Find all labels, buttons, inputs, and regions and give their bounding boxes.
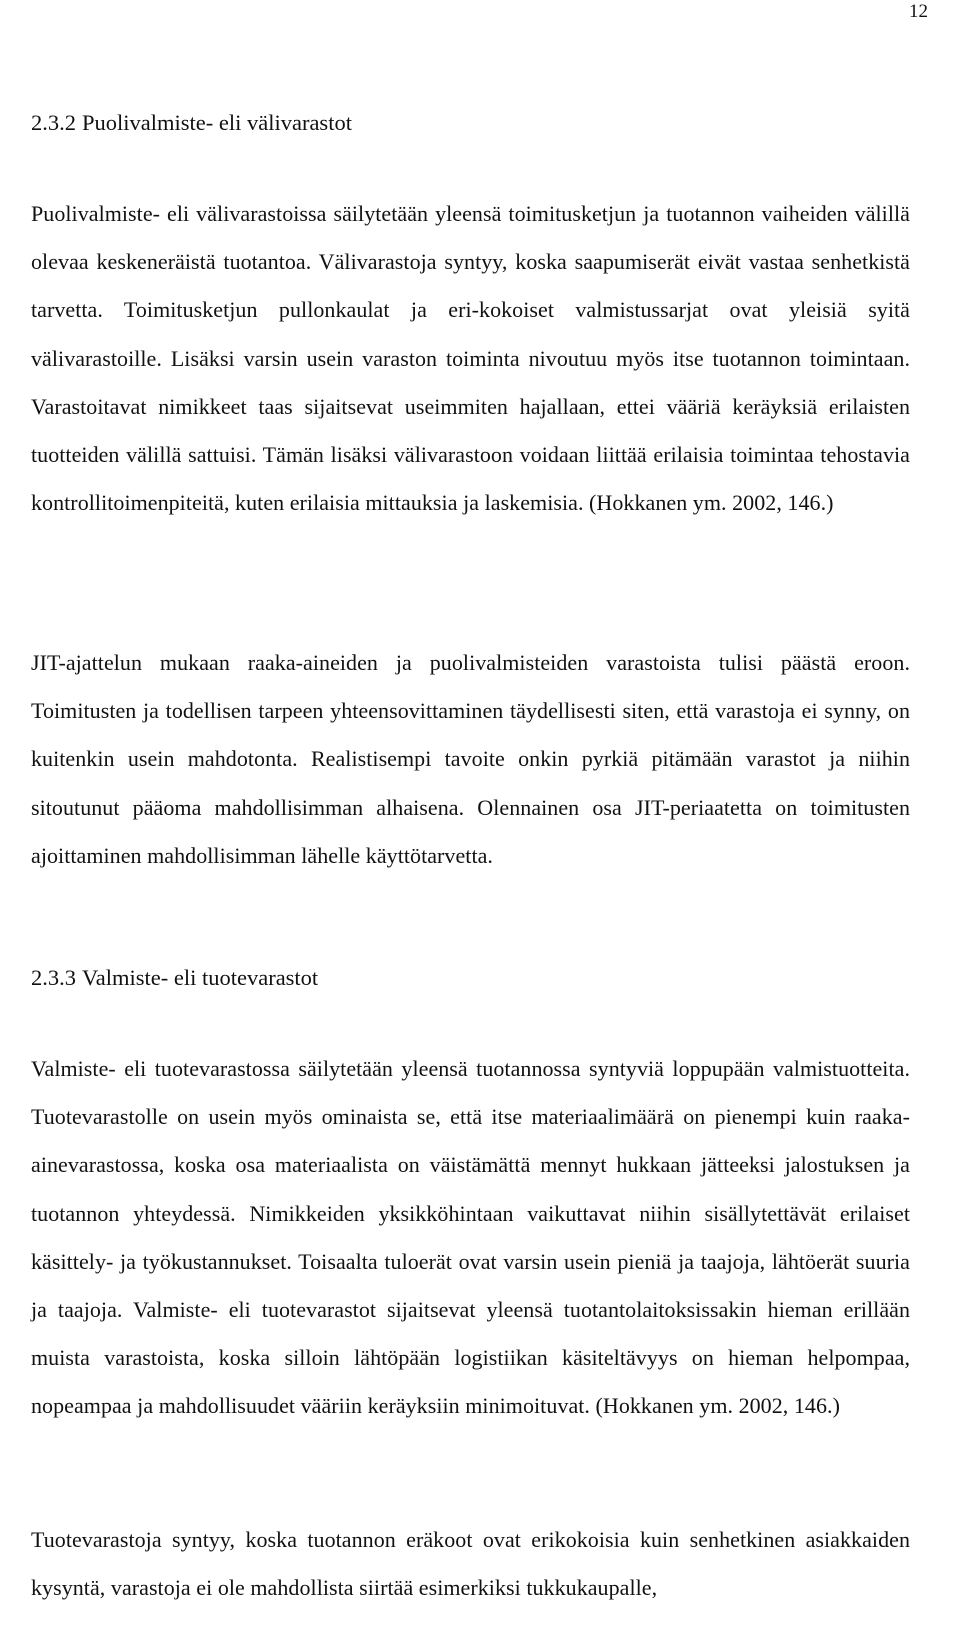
paragraph: Valmiste- eli tuotevarastossa säilytetään yleensä tuotannossa syntyviä loppupään valmistuotteita. Tuotevarastolle on usein myös ominaista se, että itse materiaalimäärä on pienempi kuin raaka-ainevarastossa, koska osa materiaalista on väistämättä mennyt hukkaan jätteeksi jalostuksen ja tuotannon yhteydessä. Nimikkeiden yksikköhintaan vaikuttavat niihin sisällytettävät erilaiset käsittely- ja työkustannukset. Toisaalta tuloerät ovat varsin usein pieniä ja taajoja, lähtöerät suuria ja taajoja. Valmiste- eli tuotevarastot sijaitsevat yleensä tuotantolaitoksissakin hieman erillään muista varastoista, koska silloin lähtöpään logistiikan käsiteltävyys on hieman helpompaa, nopeampaa ja mahdollisuudet vääriin keräyksiin minimoituvat. (Hokkanen ym. 2002, 146.) bbox=[31, 1056, 910, 1419]
section-number: 2.3.3 bbox=[31, 965, 76, 990]
section-heading-2-3-3 bbox=[31, 965, 318, 991]
paragraph-block bbox=[31, 1516, 910, 1612]
paragraph: JIT-ajattelun mukaan raaka-aineiden ja puolivalmisteiden varastoista tulisi päästä eroon. Toimitusten ja todellisen tarpeen yhteensovittaminen täydellisesti siten, että varastoja ei synny, on kuitenkin usein mahdotonta. Realistisempi tavoite onkin pyrkiä pitämään varastot ja niihin sitoutunut pääoma mahdollisimman alhaisena. Olennainen osa JIT-periaatetta on toimitusten ajoittaminen mahdollisimman lähelle käyttötarvetta. bbox=[31, 650, 910, 868]
section-title: Valmiste- eli tuotevarastot bbox=[82, 965, 319, 990]
paragraph: Puolivalmiste- eli välivarastoissa säilytetään yleensä toimitusketjun ja tuotannon vaiheiden välillä olevaa keskeneräistä tuotantoa. Välivarastoja syntyy, koska saapumiserät eivät vastaa senhetkistä tarvetta. Toimitusketjun pullonkaulat ja eri-kokoiset valmistussarjat ovat yleisiä syitä välivarastoille. Lisäksi varsin usein varaston toiminta nivoutuu myös itse tuotannon toimintaan. Varastoitavat nimikkeet taas sijaitsevat useimmiten hajallaan, ettei vääriä keräyksiä erilaisten tuotteiden välillä sattuisi. Tämän lisäksi välivarastoon voidaan liittää erilaisia toimintaa tehostavia kontrollitoimenpiteitä, kuten erilaisia mittauksia ja laskemisia. (Hokkanen ym. 2002, 146.) bbox=[31, 201, 910, 516]
paragraph: Tuotevarastoja syntyy, koska tuotannon eräkoot ovat erikokoisia kuin senhetkinen asiakkaiden kysyntä, varastoja ei ole mahdollista siirtää esimerkiksi tukkukaupalle, bbox=[31, 1527, 910, 1601]
section-heading-2-3-2 bbox=[31, 110, 352, 136]
section-title: Puolivalmiste- eli välivarastot bbox=[82, 110, 352, 135]
paragraph-block bbox=[31, 1045, 910, 1431]
paragraph-block bbox=[31, 190, 910, 527]
section-number: 2.3.2 bbox=[31, 110, 76, 135]
paragraph-block bbox=[31, 639, 910, 880]
page-number: 12 bbox=[909, 1, 928, 22]
